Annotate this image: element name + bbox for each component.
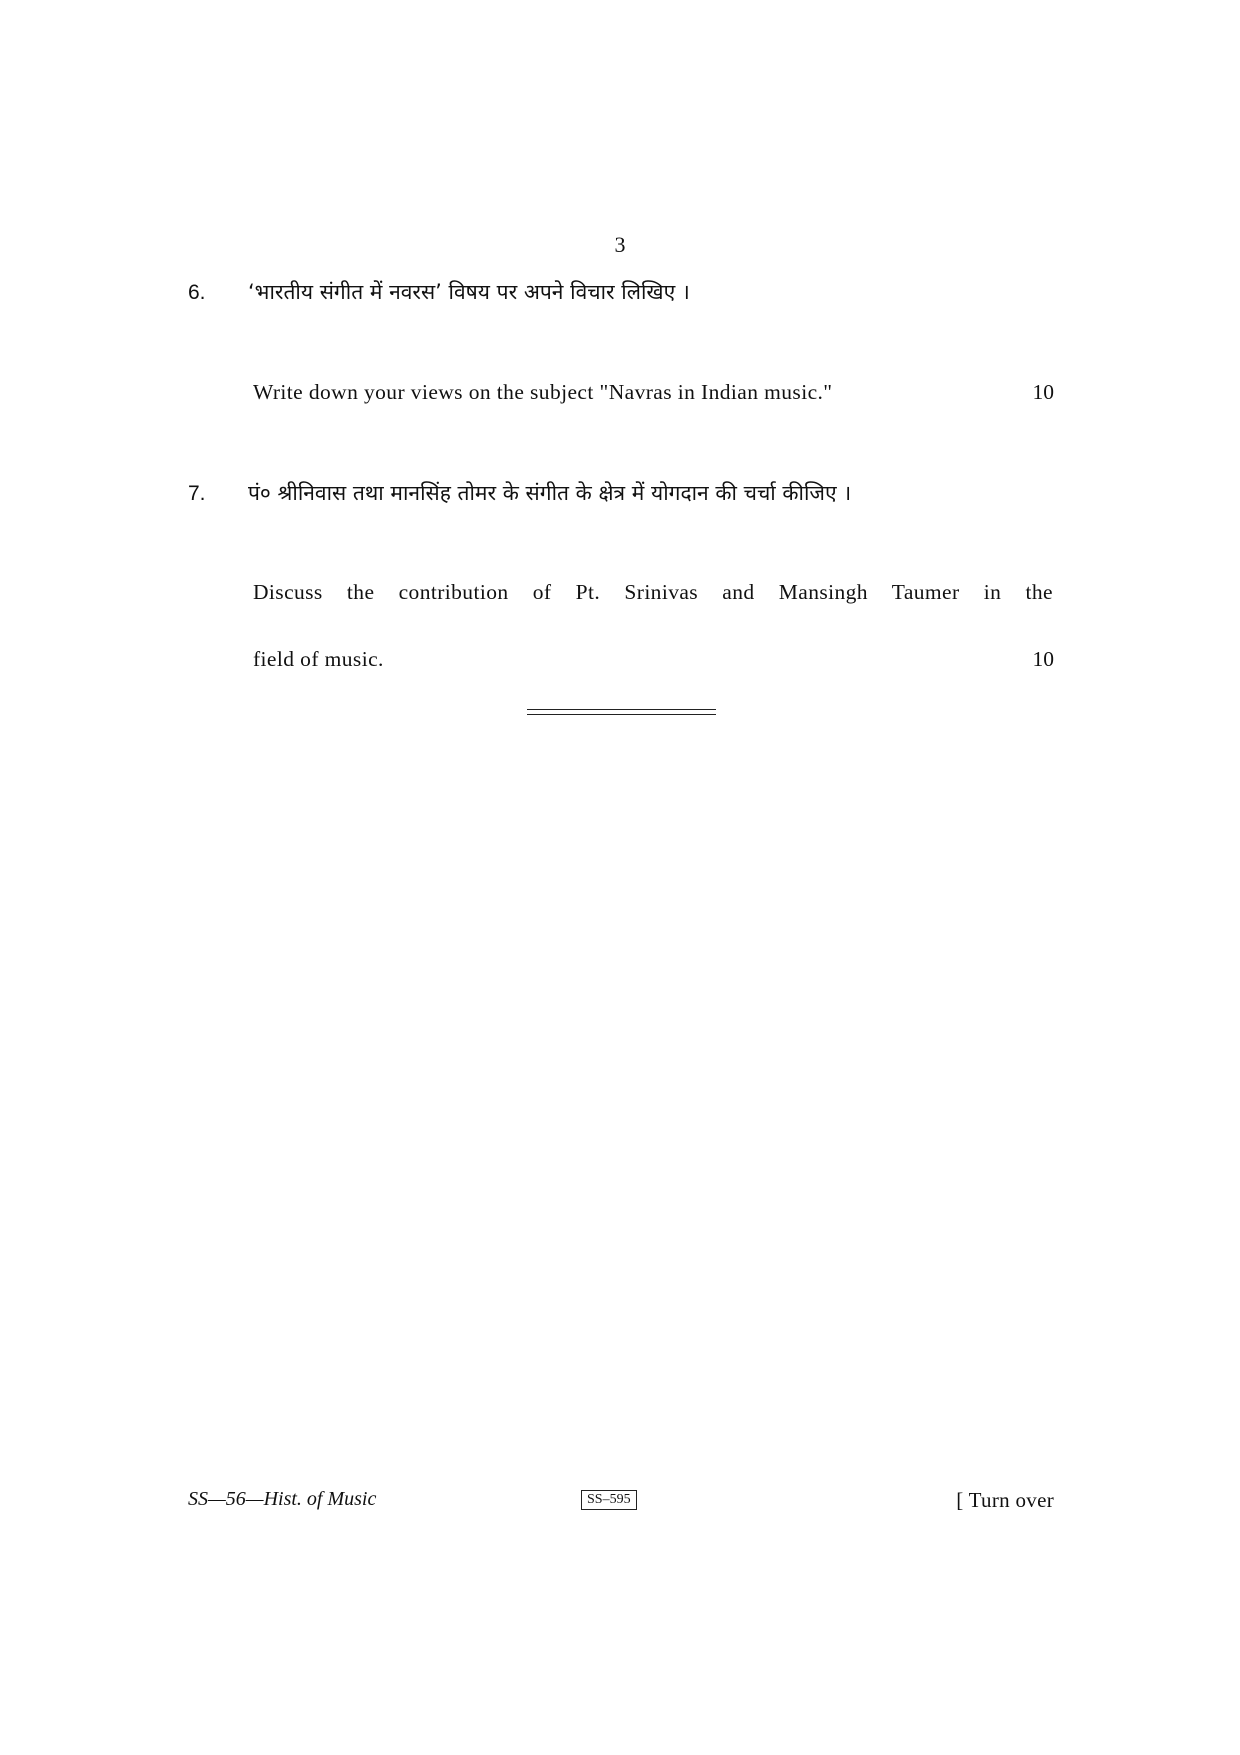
question-marks: 10 [1032, 380, 1054, 404]
question-english-text: Write down your views on the subject "Navras in Indian music." [253, 380, 833, 404]
question-english-text-line-2: field of music. [253, 647, 384, 671]
question-number: 6. [188, 281, 206, 304]
footer-turn-over: [ Turn over [956, 1488, 1054, 1512]
page-number: 3 [614, 232, 626, 257]
question-english-text-line-1: Discuss the contribution of Pt. Srinivas and Mansingh Taumer in the [253, 580, 1053, 604]
question-hindi-text: पं० श्रीनिवास तथा मानसिंह तोमर के संगीत के क्षेत्र में योगदान की चर्चा कीजिए । [248, 481, 852, 505]
end-of-paper-rule [527, 709, 716, 715]
footer-paper-code: SS–595 [581, 1490, 637, 1510]
question-marks: 10 [1032, 647, 1054, 671]
footer-paper-title: SS—56—Hist. of Music [188, 1488, 377, 1510]
question-number: 7. [188, 482, 206, 505]
question-hindi-text: ‘भारतीय संगीत में नवरस’ विषय पर अपने विचार लिखिए । [248, 280, 690, 304]
